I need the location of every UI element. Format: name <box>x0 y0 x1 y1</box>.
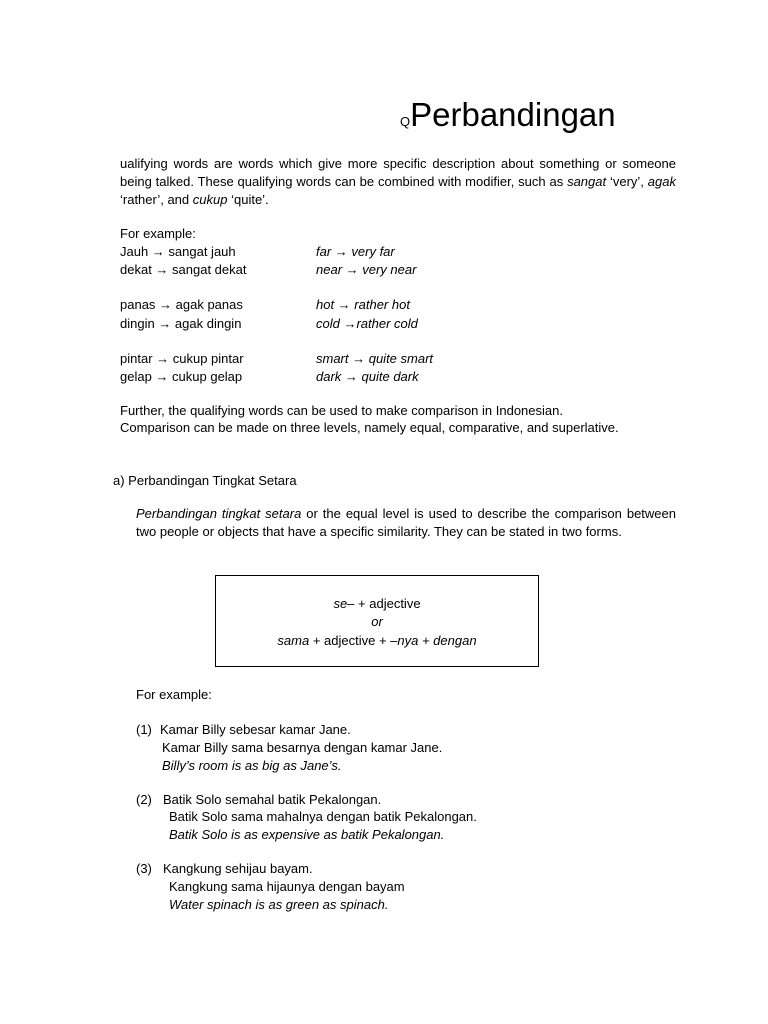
formula-prefix: se– <box>333 596 355 611</box>
section-a-heading: a) Perbandingan Tingkat Setara <box>113 473 297 488</box>
formula-line-3 <box>216 633 538 648</box>
example-indonesian: dekat → sangat dekat <box>120 262 247 277</box>
example-english-text: dark → quite dark <box>316 369 419 384</box>
intro-example-word: agak <box>647 174 676 189</box>
intro-example-gloss: ‘rather’, and <box>120 192 190 207</box>
example2-sentence: Kamar Billy sebesar kamar Jane. <box>160 722 351 737</box>
example-english <box>316 296 410 314</box>
further-line: Comparison can be made on three levels, namely equal, comparative, and superlative. <box>120 420 619 435</box>
intro-example-word: cukup <box>192 192 228 207</box>
title-text: Perbandingan <box>410 96 616 133</box>
example-english-text: hot → rather hot <box>316 297 410 312</box>
formula-text: + adjective + <box>309 633 391 648</box>
example-english <box>316 368 419 386</box>
example2-sentence: Kangkung sama hijaunya dengan bayam <box>169 879 405 894</box>
formula-line-1 <box>216 596 538 611</box>
example2-sentence: Kangkung sehijau bayam. <box>163 861 313 876</box>
formula-or <box>216 614 538 629</box>
example2-translation <box>169 826 444 844</box>
intro-example-word: sangat <box>567 174 607 189</box>
example2-translation-text: Water spinach is as green as spinach. <box>169 897 389 912</box>
example-indonesian: dingin → agak dingin <box>120 316 242 331</box>
example-indonesian: panas → agak panas <box>120 297 243 312</box>
examples-heading: For example: <box>120 226 196 241</box>
examples2-heading: For example: <box>136 687 212 702</box>
example-english-text: smart → quite smart <box>316 351 434 366</box>
example2-translation <box>162 757 341 775</box>
example-english <box>316 243 395 261</box>
section-a-term: Perbandingan tingkat setara <box>136 506 302 521</box>
further-line: Further, the qualifying words can be used to make comparison in Indonesian. <box>120 403 563 418</box>
example2-translation-text: Billy’s room is as big as Jane’s. <box>162 758 342 773</box>
example2-number: (1) <box>136 722 152 737</box>
example2-sentence: Kamar Billy sama besarnya dengan kamar Jane. <box>162 740 443 755</box>
example-english-text: near → very near <box>316 262 417 277</box>
formula-text: + adjective <box>354 596 421 611</box>
example-english <box>316 350 433 368</box>
example2-translation-text: Batik Solo is as expensive as batik Pekalongan. <box>169 827 445 842</box>
formula-box <box>215 575 539 667</box>
section-a-paragraph <box>136 505 676 541</box>
example-english-text: far → very far <box>316 244 395 259</box>
intro-example-gloss: ‘quite’. <box>231 192 269 207</box>
example-indonesian: gelap → cukup gelap <box>120 369 243 384</box>
example-english <box>316 315 418 333</box>
example2-translation <box>169 896 388 914</box>
example2-number: (2) <box>136 792 152 807</box>
formula-word: sama <box>277 633 310 648</box>
title-drop-letter: Q <box>400 114 411 129</box>
formula-suffix: –nya + dengan <box>390 633 477 648</box>
example-english <box>316 261 416 279</box>
section-a-body: or the equal level is used to describe the comparison between two people or objects that have a specific similarity. They can be stated in two forms. <box>136 506 676 539</box>
page-title <box>400 96 616 134</box>
intro-paragraph <box>120 155 676 209</box>
example2-number: (3) <box>136 861 152 876</box>
example-indonesian: pintar → cukup pintar <box>120 351 244 366</box>
formula-or-text: or <box>371 614 383 629</box>
example-english-text: cold →rather cold <box>316 316 418 331</box>
intro-example-gloss: ‘very’, <box>609 174 644 189</box>
example2-sentence: Batik Solo semahal batik Pekalongan. <box>163 792 382 807</box>
intro-text: ualifying words are words which give more specific description about something or someone being talked. These qualifying words can be combined with modifier, such as <box>120 156 676 189</box>
example-indonesian: Jauh → sangat jauh <box>120 244 236 259</box>
example2-sentence: Batik Solo sama mahalnya dengan batik Pekalongan. <box>169 809 477 824</box>
